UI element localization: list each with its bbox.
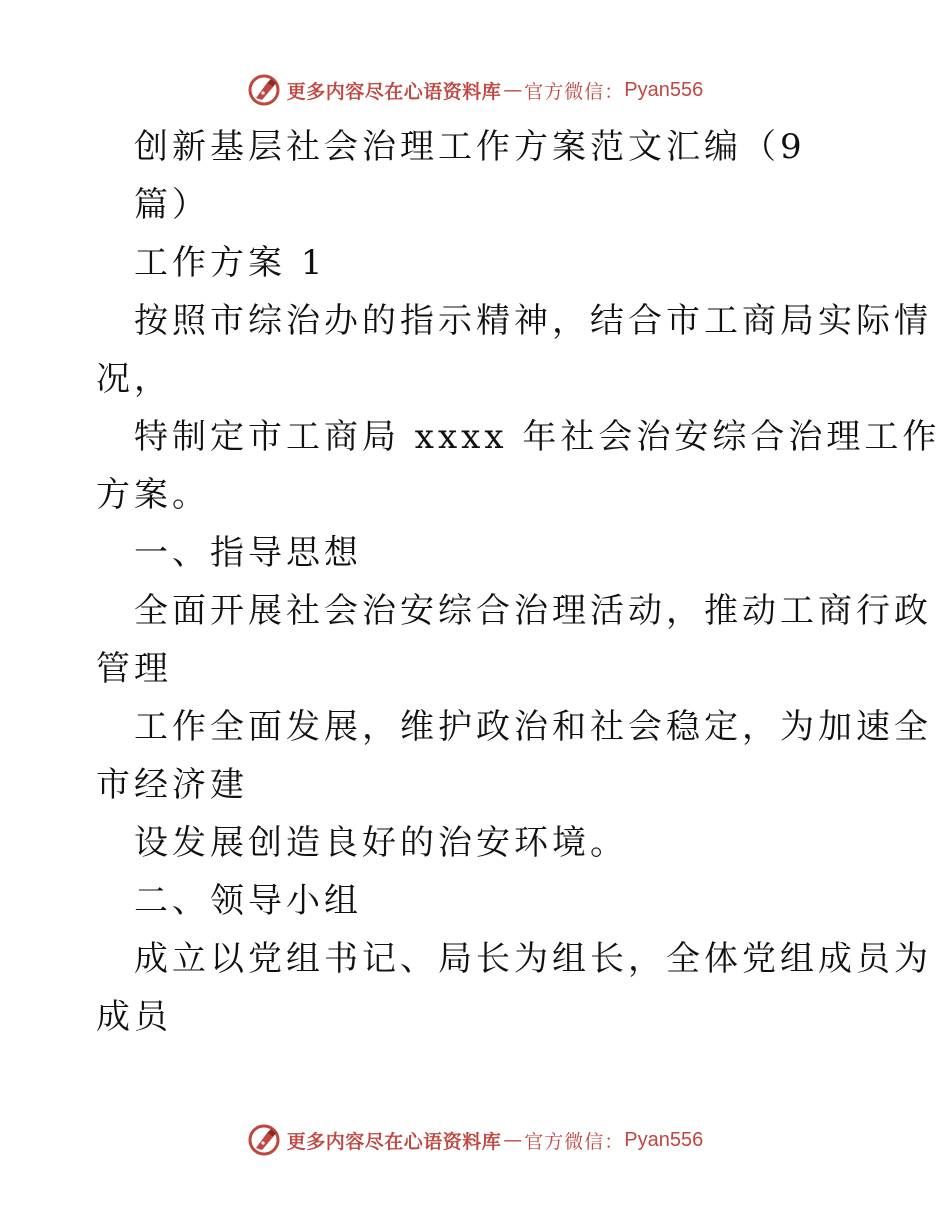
footer-banner bbox=[0, 1120, 950, 1160]
document-line: 一、指导思想 bbox=[134, 533, 362, 573]
document-line: 二、领导小组 bbox=[134, 881, 362, 921]
pen-nib-logo-icon bbox=[247, 73, 281, 107]
document-line: 全面开展社会治安综合治理活动，推动工商行政 bbox=[134, 591, 932, 631]
pen-nib-logo-icon bbox=[247, 1123, 281, 1157]
banner-main-text: 更多内容尽在心语资料库 bbox=[286, 80, 502, 103]
document-line: 工作全面发展，维护政治和社会稳定，为加速全 bbox=[134, 707, 932, 747]
document-line: 创新基层社会治理工作方案范文汇编（9 bbox=[134, 127, 806, 167]
document-line: 按照市综治办的指示精神，结合市工商局实际情 bbox=[134, 301, 932, 341]
banner-wechat-id: Pyan556 bbox=[624, 78, 704, 101]
document-line: 况， bbox=[96, 359, 172, 399]
document-body bbox=[96, 118, 941, 1046]
document-line: 市经济建 bbox=[96, 765, 248, 805]
banner-wechat-id: Pyan556 bbox=[624, 1128, 704, 1151]
document-line: 工作方案 1 bbox=[134, 243, 327, 283]
document-line: 管理 bbox=[96, 649, 172, 689]
banner-separator: — bbox=[503, 79, 523, 101]
banner-main-text: 更多内容尽在心语资料库 bbox=[286, 1130, 502, 1153]
banner-content bbox=[247, 1123, 704, 1157]
document-line: 设发展创造良好的治安环境。 bbox=[134, 823, 628, 863]
header-banner bbox=[0, 70, 950, 110]
document-line: 特制定市工商局 xxxx 年社会治安综合治理工作 bbox=[134, 417, 941, 457]
banner-separator: — bbox=[503, 1129, 523, 1151]
document-line: 成员 bbox=[96, 997, 172, 1037]
banner-wechat-label: 官方微信： bbox=[524, 1130, 625, 1153]
banner-wechat-label: 官方微信： bbox=[524, 80, 625, 103]
document-line: 篇） bbox=[134, 185, 210, 225]
document-line: 方案。 bbox=[96, 475, 210, 515]
banner-content bbox=[247, 73, 704, 107]
document-line: 成立以党组书记、局长为组长，全体党组成员为 bbox=[134, 939, 932, 979]
